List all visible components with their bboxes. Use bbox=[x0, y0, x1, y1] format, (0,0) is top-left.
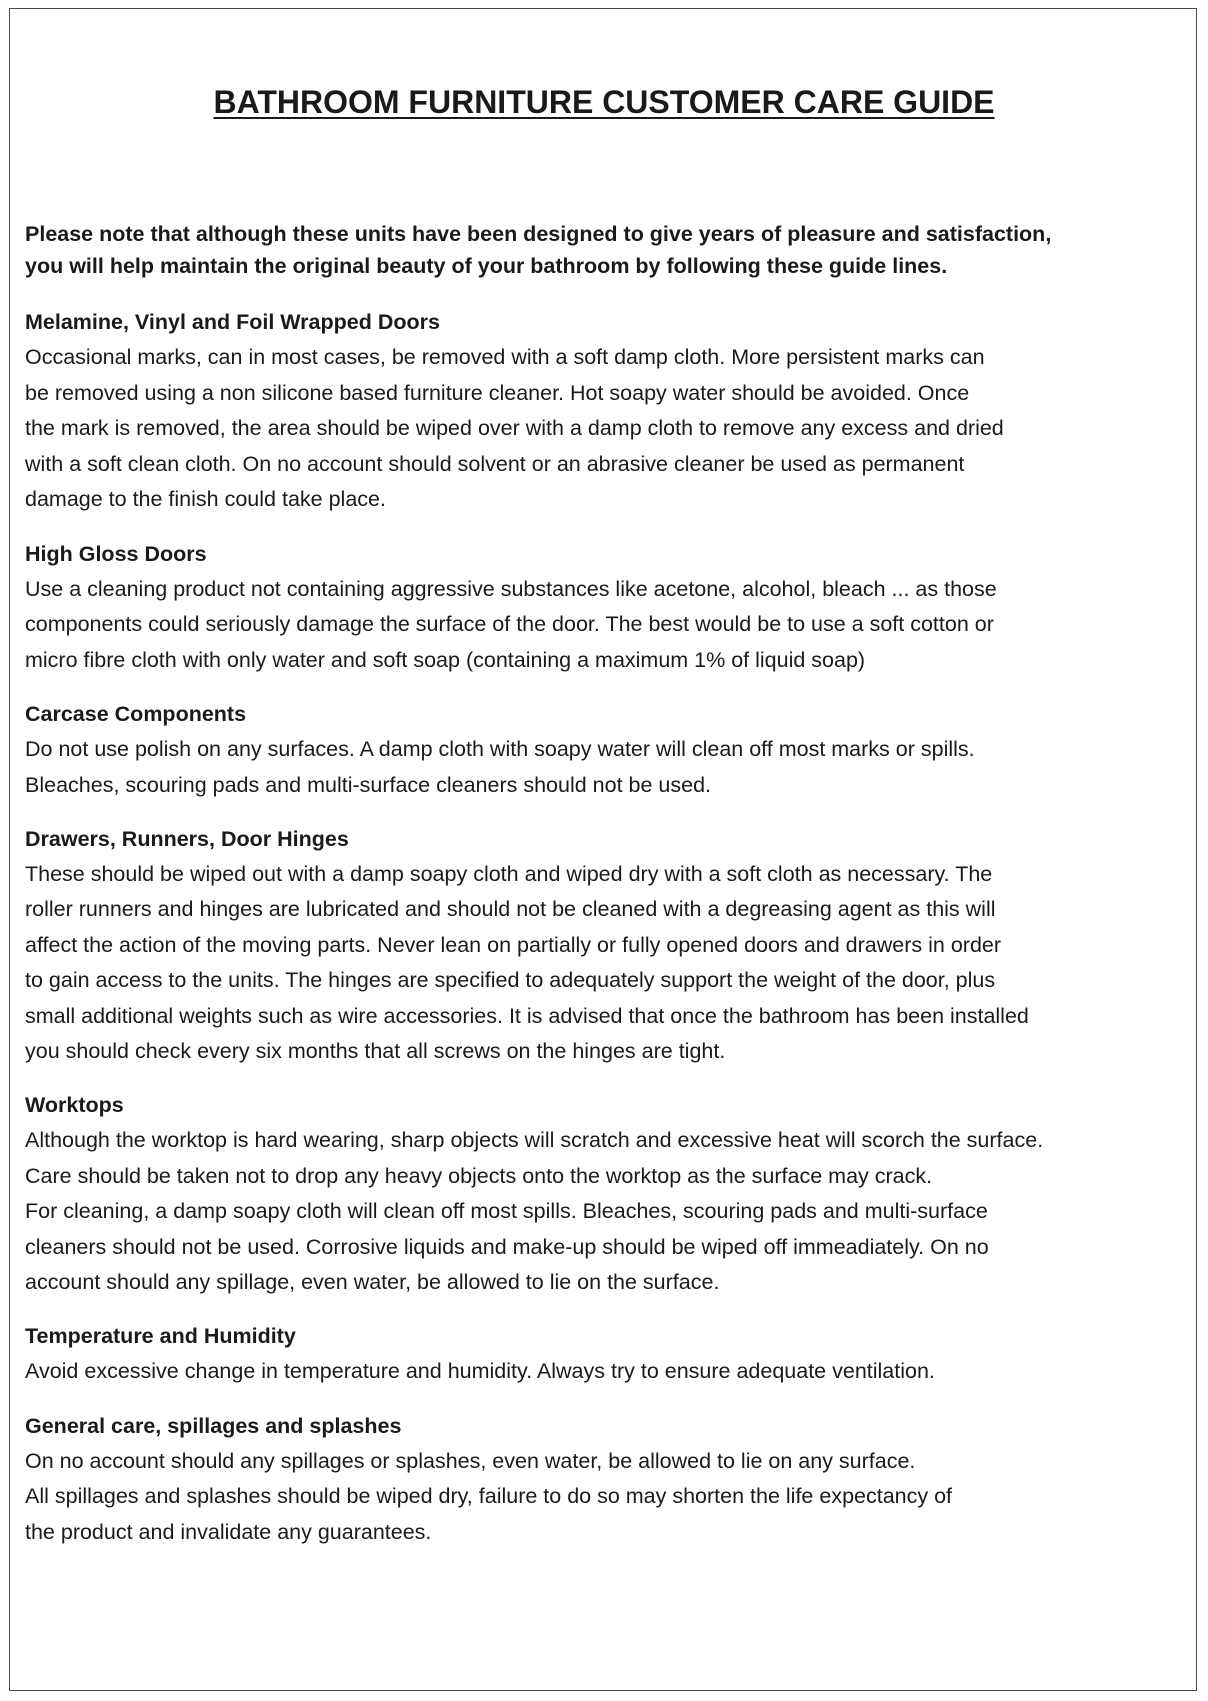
body-line: cleaners should not be used. Corrosive liquids and make-up should be wiped off immeadiately. On no bbox=[25, 1234, 989, 1259]
body-line: the mark is removed, the area should be wiped over with a damp cloth to remove any excess and dried bbox=[25, 416, 1004, 441]
body-line: the product and invalidate any guarantees. bbox=[25, 1519, 432, 1544]
intro-line: you will help maintain the original beauty of your bathroom by following these guide lines. bbox=[25, 254, 948, 278]
page-title: BATHROOM FURNITURE CUSTOMER CARE GUIDE bbox=[213, 84, 995, 120]
section-drawers-runners-hinges bbox=[25, 823, 1195, 1069]
body-line: small additional weights such as wire accessories. It is advised that once the bathroom has been installed bbox=[25, 1003, 1029, 1028]
section-body bbox=[25, 572, 1195, 678]
body-line: to gain access to the units. The hinges are specified to adequately support the weight of the door, plus bbox=[25, 968, 996, 993]
section-body bbox=[25, 340, 1195, 518]
body-line: Care should be taken not to drop any heavy objects onto the worktop as the surface may crack. bbox=[25, 1163, 933, 1188]
body-line: damage to the finish could take place. bbox=[25, 487, 386, 512]
body-line: All spillages and splashes should be wiped dry, failure to do so may shorten the life expectancy of bbox=[25, 1484, 953, 1509]
section-carcase-components bbox=[25, 698, 1195, 803]
body-line: affect the action of the moving parts. Never lean on partially or fully opened doors and drawers in order bbox=[25, 932, 1002, 957]
section-body bbox=[25, 732, 1195, 803]
section-heading: General care, spillages and splashes bbox=[25, 1413, 402, 1438]
body-line: For cleaning, a damp soapy cloth will clean off most spills. Bleaches, scouring pads and multi-surface bbox=[25, 1199, 988, 1224]
section-temperature-humidity bbox=[25, 1320, 1195, 1389]
body-line: you should check every six months that all screws on the hinges are tight. bbox=[25, 1039, 726, 1064]
body-line: Bleaches, scouring pads and multi-surface cleaners should not be used. bbox=[25, 772, 712, 797]
intro-line: Please note that although these units have been designed to give years of pleasure and satisfaction, bbox=[25, 222, 1052, 246]
section-body bbox=[25, 857, 1195, 1069]
body-line: Although the worktop is hard wearing, sharp objects will scratch and excessive heat will scorch the surface. bbox=[25, 1128, 1044, 1153]
section-heading: Carcase Components bbox=[25, 702, 247, 727]
section-worktops bbox=[25, 1089, 1195, 1300]
section-heading: Temperature and Humidity bbox=[25, 1324, 296, 1349]
section-body bbox=[25, 1123, 1195, 1300]
body-line: Do not use polish on any surfaces. A damp cloth with soapy water will clean off most marks or spills. bbox=[25, 737, 975, 762]
body-line: with a soft clean cloth. On no account should solvent or an abrasive cleaner be used as permanent bbox=[25, 451, 965, 476]
body-line: Avoid excessive change in temperature and humidity. Always try to ensure adequate ventilation. bbox=[25, 1359, 935, 1384]
body-line: account should any spillage, even water, be allowed to lie on the surface. bbox=[25, 1270, 720, 1295]
section-heading: Melamine, Vinyl and Foil Wrapped Doors bbox=[25, 310, 440, 334]
body-line: components could seriously damage the surface of the door. The best would be to use a soft cotton or bbox=[25, 612, 994, 637]
body-line: These should be wiped out with a damp soapy cloth and wiped dry with a soft cloth as necessary. The bbox=[25, 862, 993, 886]
body-line: Use a cleaning product not containing aggressive substances like acetone, alcohol, bleach ... as those bbox=[25, 576, 997, 601]
body-line: On no account should any spillages or splashes, even water, be allowed to lie on any surface. bbox=[25, 1448, 916, 1473]
section-heading: Drawers, Runners, Door Hinges bbox=[25, 827, 349, 851]
section-heading: High Gloss Doors bbox=[25, 541, 207, 566]
body-line: Occasional marks, can in most cases, be removed with a soft damp cloth. More persistent marks can bbox=[25, 345, 985, 369]
intro-paragraph bbox=[25, 218, 1195, 282]
section-general-care bbox=[25, 1410, 1195, 1550]
document-body bbox=[25, 218, 1195, 1570]
section-body bbox=[25, 1354, 1195, 1389]
body-line: roller runners and hinges are lubricated and should not be cleaned with a degreasing agent as this will bbox=[25, 897, 996, 922]
body-line: be removed using a non silicone based furniture cleaner. Hot soapy water should be avoided. Once bbox=[25, 380, 970, 405]
section-high-gloss-doors bbox=[25, 538, 1195, 678]
body-line: micro fibre cloth with only water and soft soap (containing a maximum 1% of liquid soap) bbox=[25, 647, 866, 672]
section-heading: Worktops bbox=[25, 1093, 124, 1118]
section-body bbox=[25, 1444, 1195, 1550]
section-melamine-doors bbox=[25, 306, 1195, 518]
